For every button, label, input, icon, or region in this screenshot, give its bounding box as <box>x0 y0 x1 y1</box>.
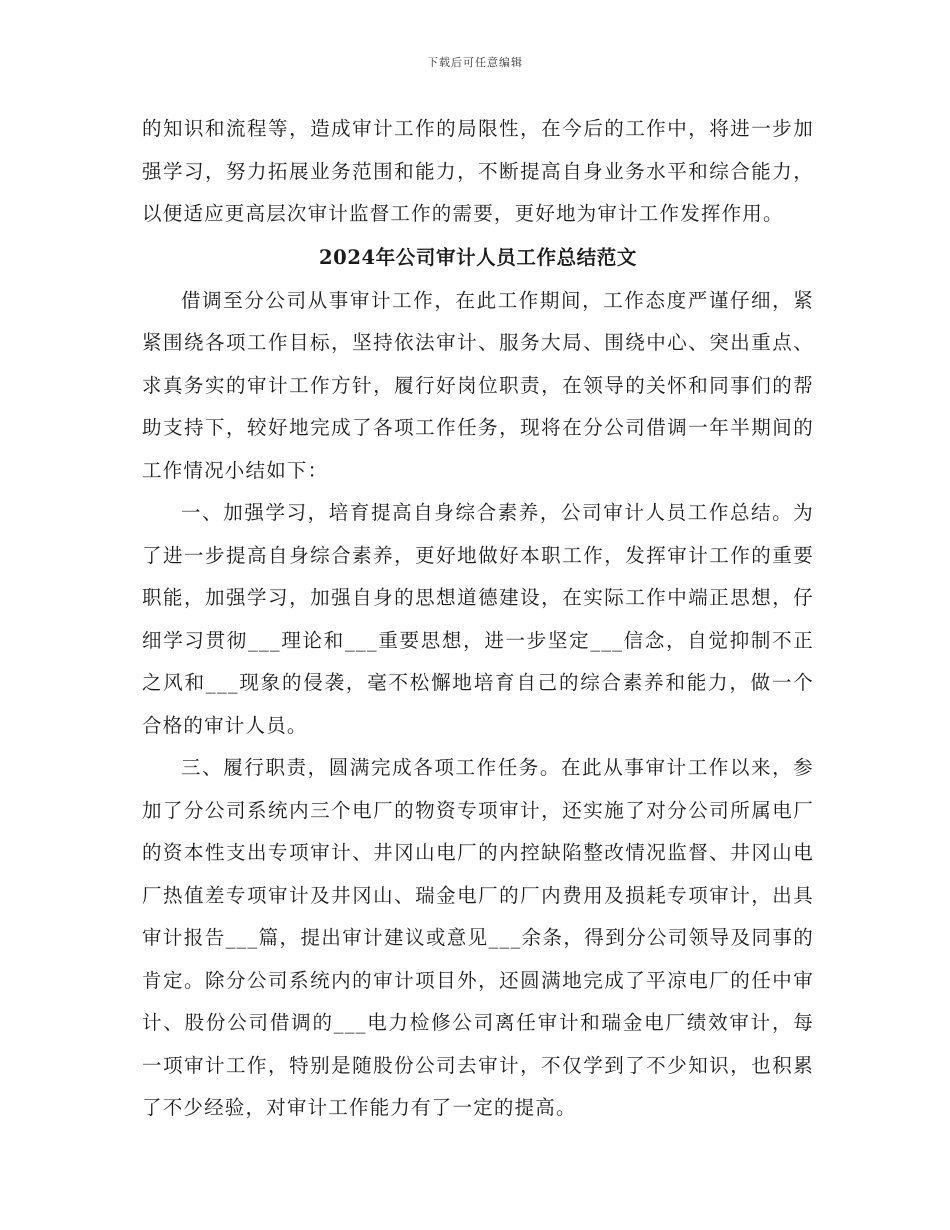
document-title: 2024年公司审计人员工作总结范文 <box>319 245 637 269</box>
body-paragraph-study: 一、加强学习，培育提高自身综合素养，公司审计人员工作总结。为了进一步提高自身综合素养，更好地做好本职工作，发挥审计工作的重要职能，加强学习，加强自身的思想道德建设，在实际工作中端正思想，仔细学习贯彻___理论和___重要思想，进一步坚定___信念，自觉抑制不正之风和___现象的侵袭，毫不松懈地培育自己的综合素养和能力，做一个合格的审计人员。 <box>142 501 814 737</box>
body-paragraph-duties: 三、履行职责，圆满完成各项工作任务。在此从事审计工作以来，参加了分公司系统内三个电厂的物资专项审计，还实施了对分公司所属电厂的资本性支出专项审计、井冈山电厂的内控缺陷整改情况监督、井冈山电厂热值差专项审计及井冈山、瑞金电厂的厂内费用及损耗专项审计，出具审计报告___篇，提出审计建议或意见___余条，得到分公司领导及同事的肯定。除分公司系统内的审计项目外，还圆满地完成了平凉电厂的任中审计、股份公司借调的___电力检修公司离任审计和瑞金电厂绩效审计，每一项审计工作，特别是随股份公司去审计，不仅学到了不少知识，也积累了不少经验，对审计工作能力有了一定的提高。 <box>142 756 814 1119</box>
page-header-note: 下载后可任意编辑 <box>427 56 523 69</box>
document-body <box>142 108 814 1130</box>
body-paragraph-intro: 借调至分公司从事审计工作，在此工作期间，工作态度严谨仔细，紧紧围绕各项工作目标，坚持依法审计、服务大局、围绕中心、突出重点、求真务实的审计工作方针，履行好岗位职责，在领导的关怀和同事们的帮助支持下，较好地完成了各项工作任务，现将在分公司借调一年半期间的工作情况小结如下： <box>142 288 814 482</box>
continued-paragraph: 的知识和流程等，造成审计工作的局限性，在今后的工作中，将进一步加强学习，努力拓展业务范围和能力，不断提高自身业务水平和综合能力，以便适应更高层次审计监督工作的需要，更好地为审计工作发挥作用。 <box>142 117 814 225</box>
